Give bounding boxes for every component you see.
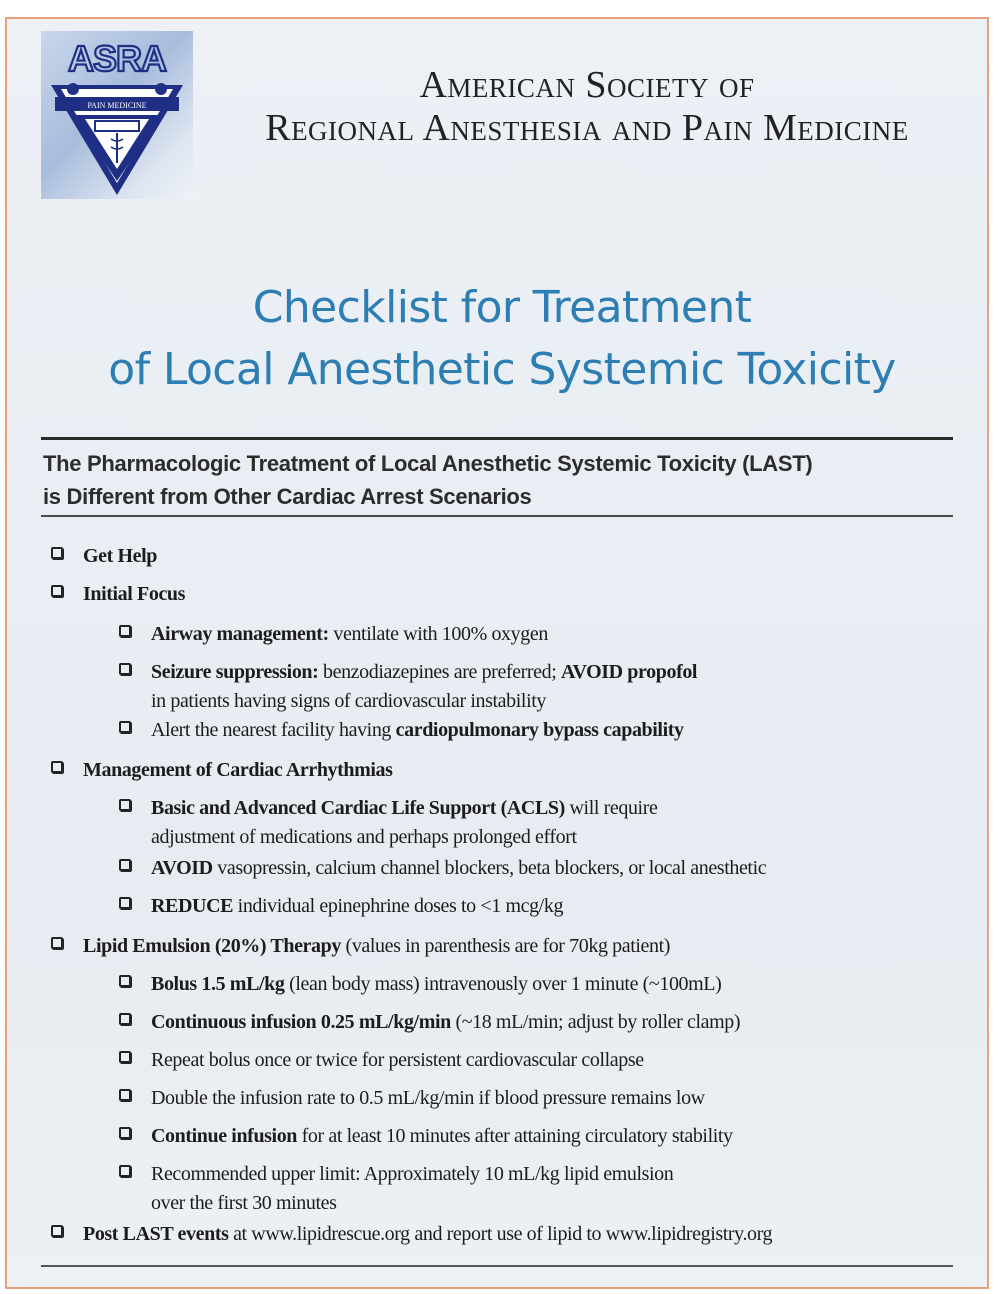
checklist-item-text xyxy=(83,1220,772,1249)
checkbox-icon[interactable] xyxy=(119,799,131,811)
checklist-item-text xyxy=(151,620,548,649)
item-bold-text: Continuous infusion 0.25 mL/kg/min xyxy=(151,1011,451,1033)
checklist-item[interactable] xyxy=(119,892,563,921)
svg-text:PAIN MEDICINE: PAIN MEDICINE xyxy=(87,101,147,110)
checkbox-icon[interactable] xyxy=(119,975,131,987)
item-text: will require xyxy=(564,797,658,819)
item-bold-text: AVOID xyxy=(151,857,213,879)
item-text-continued: in patients having signs of cardiovascular instability xyxy=(151,690,546,712)
checklist-item[interactable] xyxy=(51,756,393,785)
checkbox-icon[interactable] xyxy=(51,937,63,949)
item-text: (lean body mass) intravenously over 1 minute (~100mL) xyxy=(284,973,722,995)
society-line-2: Regional Anesthesia and Pain Medicine xyxy=(265,107,909,149)
asra-logo-icon xyxy=(41,31,193,199)
section-heading-line-1: The Pharmacologic Treatment of Local Anesthetic Systemic Toxicity (LAST) xyxy=(43,451,813,476)
item-bold-text: Airway management: xyxy=(151,623,329,645)
checklist-item-text xyxy=(151,970,721,999)
item-bold-text: Get Help xyxy=(83,545,158,567)
svg-text:ASRA: ASRA xyxy=(67,38,167,79)
item-text: vasopressin, calcium channel blockers, beta blockers, or local anesthetic xyxy=(212,857,767,879)
checklist-item-text xyxy=(83,580,185,609)
divider-middle xyxy=(41,515,953,517)
checklist-item-text xyxy=(83,542,157,571)
item-text: (values in parenthesis are for 70kg patient) xyxy=(340,935,671,957)
checklist-item-text xyxy=(151,658,697,716)
item-bold-text: Bolus 1.5 mL/kg xyxy=(151,973,285,995)
checklist-item-text xyxy=(151,892,563,921)
item-text: for at least 10 minutes after attaining circulatory stability xyxy=(297,1125,733,1147)
checklist-item[interactable] xyxy=(119,970,721,999)
checklist-item[interactable] xyxy=(119,1084,705,1113)
item-bold-text: REDUCE xyxy=(151,895,234,917)
checklist-item[interactable] xyxy=(51,580,185,609)
item-bold-text: Initial Focus xyxy=(83,583,186,605)
item-text: benzodiazepines are preferred; xyxy=(318,661,562,683)
section-heading xyxy=(43,447,955,513)
checkbox-icon[interactable] xyxy=(119,1089,131,1101)
checklist-item-text xyxy=(151,1008,740,1037)
item-text: (~18 mL/min; adjust by roller clamp) xyxy=(450,1011,741,1033)
checklist-item[interactable] xyxy=(51,1220,772,1249)
item-text: Double the infusion rate to 0.5 mL/kg/min if blood pressure remains low xyxy=(151,1087,705,1109)
item-text: Recommended upper limit: Approximately 10 mL/kg lipid emulsion xyxy=(151,1163,674,1185)
item-bold-text: Continue infusion xyxy=(151,1125,298,1147)
checkbox-icon[interactable] xyxy=(51,1225,63,1237)
asra-logo xyxy=(41,31,193,199)
checklist-item-text xyxy=(83,932,670,961)
checklist-item[interactable] xyxy=(119,620,548,649)
divider-bottom xyxy=(41,1265,953,1267)
checklist-item[interactable] xyxy=(119,1046,644,1075)
checkbox-icon[interactable] xyxy=(119,1013,131,1025)
checklist-item-text xyxy=(151,1084,705,1113)
item-text-continued: over the first 30 minutes xyxy=(151,1192,337,1214)
divider-top xyxy=(41,437,953,440)
checkbox-icon[interactable] xyxy=(119,721,131,733)
checkbox-icon[interactable] xyxy=(51,761,63,773)
title-line-1: Checklist for Treatment xyxy=(252,282,752,333)
checklist-item[interactable] xyxy=(119,854,766,883)
item-bold-text: Lipid Emulsion (20%) Therapy xyxy=(83,935,341,957)
checklist-document xyxy=(5,17,989,1289)
checklist-item[interactable] xyxy=(51,932,670,961)
title-line-2: of Local Anesthetic Systemic Toxicity xyxy=(108,344,896,395)
checklist-item[interactable] xyxy=(119,658,697,716)
checkbox-icon[interactable] xyxy=(119,625,131,637)
checklist-item[interactable] xyxy=(119,716,684,745)
checkbox-icon[interactable] xyxy=(51,585,63,597)
checkbox-icon[interactable] xyxy=(119,1127,131,1139)
item-bold-text: Seizure suppression: xyxy=(151,661,319,683)
society-name xyxy=(257,65,917,151)
checkbox-icon[interactable] xyxy=(51,547,63,559)
checklist-item-text xyxy=(151,716,684,745)
checklist-item[interactable] xyxy=(119,1160,673,1218)
item-bold-text: AVOID propofol xyxy=(561,661,698,683)
item-bold-text: Post LAST events xyxy=(83,1223,229,1245)
section-heading-line-2: is Different from Other Cardiac Arrest Scenarios xyxy=(43,484,532,509)
item-text: individual epinephrine doses to <1 mcg/kg xyxy=(233,895,564,917)
page-title xyxy=(47,277,957,401)
item-bold-text: Management of Cardiac Arrhythmias xyxy=(83,759,393,781)
checklist-item-text xyxy=(151,854,766,883)
item-bold-text: Basic and Advanced Cardiac Life Support (ACLS) xyxy=(151,797,565,819)
item-text: Alert the nearest facility having xyxy=(151,719,396,741)
checklist-item[interactable] xyxy=(119,794,657,852)
checkbox-icon[interactable] xyxy=(119,1165,131,1177)
item-text: Repeat bolus once or twice for persistent cardiovascular collapse xyxy=(151,1049,644,1071)
checklist-item[interactable] xyxy=(119,1008,740,1037)
society-line-1: American Society of xyxy=(419,64,755,106)
item-bold-text: cardiopulmonary bypass capability xyxy=(395,719,684,741)
checklist-item-text xyxy=(83,756,393,785)
checklist-item[interactable] xyxy=(51,542,157,571)
checklist-item[interactable] xyxy=(119,1122,733,1151)
checklist-item-text xyxy=(151,1122,733,1151)
checklist-item-text xyxy=(151,1160,673,1218)
item-text-continued: adjustment of medications and perhaps prolonged effort xyxy=(151,826,577,848)
item-text: at www.lipidrescue.org and report use of lipid to www.lipidregistry.org xyxy=(228,1223,773,1245)
item-text: ventilate with 100% oxygen xyxy=(328,623,548,645)
checklist-item-text xyxy=(151,1046,644,1075)
checkbox-icon[interactable] xyxy=(119,663,131,675)
checkbox-icon[interactable] xyxy=(119,1051,131,1063)
checkbox-icon[interactable] xyxy=(119,897,131,909)
checklist-item-text xyxy=(151,794,657,852)
checkbox-icon[interactable] xyxy=(119,859,131,871)
